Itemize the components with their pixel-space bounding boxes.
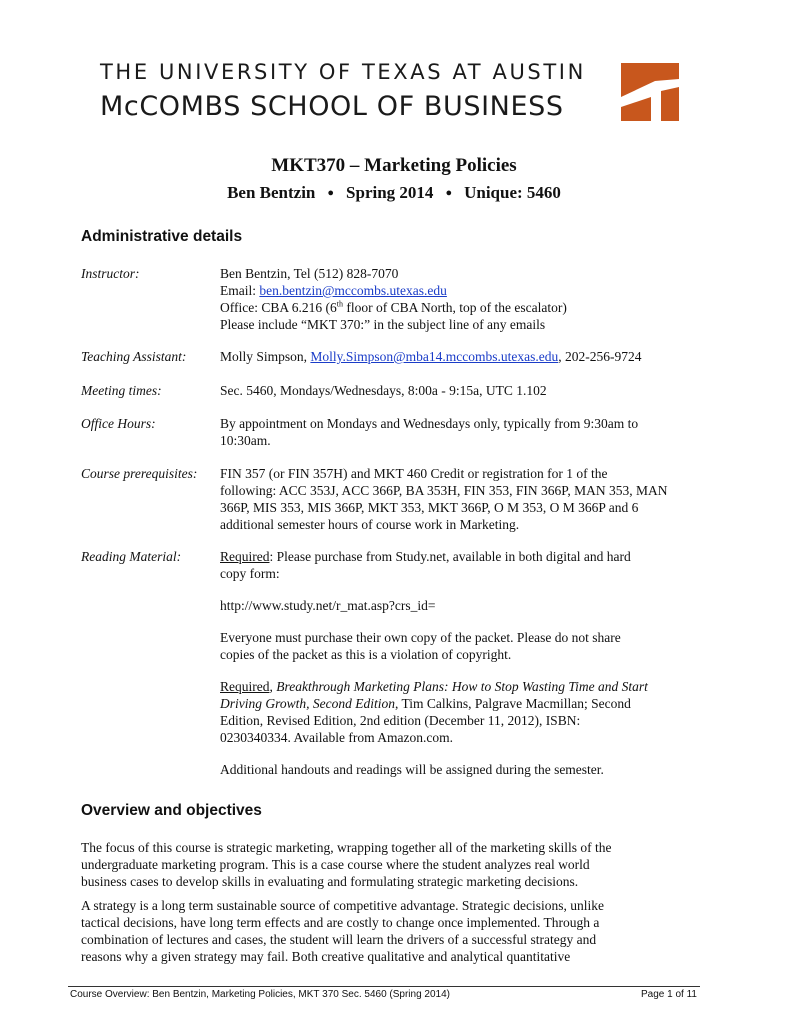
office-b: floor of CBA North, top of the escalator) — [342, 300, 567, 315]
p1-line3: business cases to develop skills in evaluating and formulating strategic marketing decisions. — [81, 874, 579, 889]
book-isbn: 0230340334. Available from Amazon.com. — [220, 730, 453, 745]
ta-value — [220, 348, 700, 365]
ta-phone: , 202-256-9724 — [558, 349, 642, 364]
admin-heading: Administrative details — [81, 228, 243, 245]
instructor-name: Ben Bentzin — [227, 183, 316, 202]
ta-name: Molly Simpson, — [220, 349, 311, 364]
instructor-value — [220, 265, 700, 333]
office-hours-label: Office Hours: — [81, 416, 156, 431]
ta-label: Teaching Assistant: — [81, 349, 187, 364]
prereq-line3: 366P, MIS 353, MIS 366P, MKT 353, MKT 366P, O M 353, O M 366P and 6 — [220, 500, 639, 515]
overview-paragraph-2 — [81, 897, 711, 965]
meeting-label: Meeting times: — [81, 383, 162, 398]
prereq-value — [220, 465, 700, 533]
school-name: McCOMBS SCHOOL OF BUSINESS — [100, 91, 564, 122]
instructor-label: Instructor: — [81, 266, 140, 281]
p1-line1: The focus of this course is strategic marketing, wrapping together all of the marketing skills of the — [81, 840, 612, 855]
p1-line2: undergraduate marketing program. This is a case course where the student analyzes real world — [81, 857, 590, 872]
meeting-text: Sec. 5460, Mondays/Wednesdays, 8:00a - 9:15a, UTC 1.102 — [220, 383, 547, 398]
p2-line2: tactical decisions, have long term effects and are costly to change once implemented. Through a — [81, 915, 600, 930]
study-net-url[interactable]: http://www.study.net/r_mat.asp?crs_id= — [220, 598, 436, 613]
p2-line1: A strategy is a long term sustainable source of competitive advantage. Strategic decisions, unlike — [81, 898, 604, 913]
book-edition: Edition, Revised Edition, 2nd edition (December 11, 2012), ISBN: — [220, 713, 581, 728]
packet-note-line1: Everyone must purchase their own copy of the packet. Please do not share — [220, 630, 621, 645]
book-title-line1: Breakthrough Marketing Plans: How to Stop Wasting Time and Start — [272, 679, 648, 694]
footer-page-number: Page 1 of 11 — [641, 989, 697, 1000]
instructor-office — [220, 299, 700, 316]
office-sup: th — [336, 299, 343, 309]
prereq-line2: following: ACC 353J, ACC 366P, BA 353H, FIN 353, FIN 366P, MAN 353, MAN — [220, 483, 668, 498]
packet-note-line2: copies of the packet as this is a violation of copyright. — [220, 647, 512, 662]
required-text: : Please purchase from Study.net, available in both digital and hard — [269, 549, 631, 564]
instructor-email-line — [220, 282, 700, 299]
office-hours-line1: By appointment on Mondays and Wednesdays only, typically from 9:30am to — [220, 416, 639, 431]
instructor-email-link[interactable]: ben.bentzin@mccombs.utexas.edu — [259, 283, 447, 298]
prereq-line4: additional semester hours of course work in Marketing. — [220, 517, 520, 532]
ta-email-link[interactable]: Molly.Simpson@mba14.mccombs.utexas.edu — [310, 349, 559, 364]
course-title: MKT370 – Marketing Policies — [271, 155, 517, 176]
book-author: , Tim Calkins, Palgrave Macmillan; Second — [395, 696, 631, 711]
bullet-icon: ● — [445, 187, 453, 199]
book-title-line2: Driving Growth, Second Edition — [220, 696, 395, 711]
reading-label: Reading Material: — [81, 549, 182, 564]
office-a: Office: CBA 6.216 (6 — [220, 300, 337, 315]
course-term: Spring 2014 — [346, 183, 434, 202]
overview-heading: Overview and objectives — [81, 802, 262, 819]
instructor-tel: Ben Bentzin, Tel (512) 828-7070 — [220, 266, 399, 281]
required-label: Required — [220, 549, 270, 564]
instructor-subject-note: Please include “MKT 370:” in the subject line of any emails — [220, 317, 546, 332]
course-subtitle — [0, 183, 788, 203]
p2-line3: combination of lectures and cases, the student will learn the drivers of a successful strategy and — [81, 932, 597, 947]
email-prefix: Email: — [220, 283, 260, 298]
handouts-note: Additional handouts and readings will be assigned during the semester. — [220, 762, 604, 777]
office-hours-value — [220, 415, 700, 449]
footer-course-info: Course Overview: Ben Bentzin, Marketing Policies, MKT 370 Sec. 5460 (Spring 2014) — [70, 989, 450, 1000]
p2-line4: reasons why a given strategy may fail. Both creative qualitative and analytical quantitative — [81, 949, 571, 964]
mccombs-logo-icon — [621, 63, 679, 121]
required-text-line2: copy form: — [220, 566, 280, 581]
prereq-label: Course prerequisites: — [81, 466, 198, 481]
course-unique: Unique: 5460 — [464, 183, 561, 202]
overview-paragraph-1 — [81, 839, 711, 890]
footer-divider — [68, 986, 700, 987]
prereq-line1: FIN 357 (or FIN 357H) and MKT 460 Credit or registration for 1 of the — [220, 466, 608, 481]
bullet-icon: ● — [327, 187, 335, 199]
university-name: THE UNIVERSITY OF TEXAS AT AUSTIN — [100, 60, 586, 84]
office-hours-line2: 10:30am. — [220, 433, 271, 448]
required-label-2: Required — [220, 679, 270, 694]
meeting-value — [220, 382, 700, 399]
reading-value: Required: Please purchase from Study.net, available in both digital and hard copy form: http://www.study.net/r_mat.asp?crs_id= Everyone must purchase their own copy of the packet. Please do not share copies of the packet as this is a violation of copyright. Required, Breakthrough Marketing Plans: How to Stop Wasting Time and Start Driving Growth, Second Edition, Tim Calkins, Palgrave Macmillan; Second Edition, Revised Edition, 2nd edition (December 11, 2012), ISBN: 0230340334. Available from Amazon.com. Additional handouts and readings will be assigned during the semester. — [220, 548, 700, 778]
